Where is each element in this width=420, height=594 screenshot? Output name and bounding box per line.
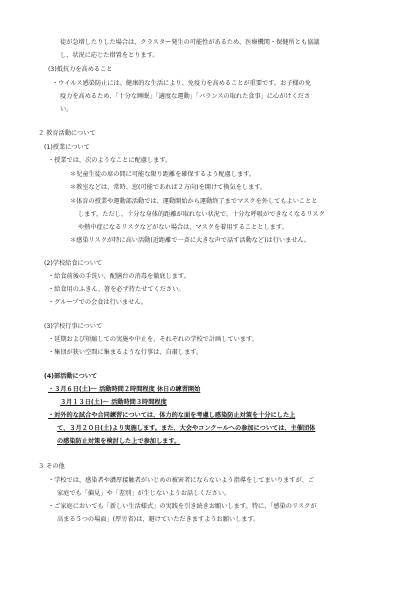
events-line-2: ・集団が狭い空間に集まるような行事は、自粛します。: [48, 349, 203, 356]
club-line-1: ・３月６日(土)～ 活動時間２時間程度 休日の練習開始: [48, 386, 201, 393]
section1-continued-line-2: し、状況に応じた措置をとります。: [60, 52, 159, 59]
classes-item-pe-line-1: ＊体育の授業や運動部活動では、運動開始から運動終了までマスクを外してもよいことと: [70, 198, 318, 205]
club-line-2: ３月１３日(土)～ 活動時間３時間程度: [60, 399, 167, 406]
classes-intro: ・授業では、次のようなことに配慮します。: [48, 157, 172, 164]
classes-item-seating: ＊児童生徒の席の間に可能な限り距離を確保するよう配慮します。: [70, 171, 256, 178]
club-line-5: の感染防止対策を検討した上で参加します。: [57, 438, 181, 445]
classes-item-high-risk: ＊感染リスクが特に高い活動(近距離で一斉に大きな声で話す活動など)は行いません。: [70, 237, 311, 244]
classes-item-pe-line-3: や熱中症になるリスクなどがない場合は、マスクを着用することとします。: [78, 224, 288, 231]
section2-heading: ２ 教育活動について: [38, 130, 96, 137]
other-line-4: 高まる５つの場面」(厚労省)は、避けていただきますようお願いします。: [57, 516, 260, 523]
club-line-3: ・対外的な試合や合同練習については、体力的な面を考慮し感染防止対策を十分にした上: [48, 412, 296, 419]
other-line-2: 家庭でも「偏見」や「差別」が生じないようお話しください。: [57, 490, 231, 497]
other-line-3: ・ご家庭においても「新しい生活様式」の実践を引き続きお願いします。特に、「感染のリスクが: [48, 503, 317, 510]
resistance-line-1: ・ウイルス感染防止には、健康的な生活により、免疫力を高めることが重要です。お子様の免: [52, 80, 312, 87]
resistance-line-2: 疫力を高めるため、「十分な睡眠」「適度な運動」「バランスの取れた食事」に心がけくださ: [60, 93, 311, 100]
lunch-line-3: ・グループでの会食は行いません。: [48, 299, 148, 306]
lunch-line-1: ・給食前後の手洗い、配膳台の消毒を徹底します。: [48, 273, 190, 280]
lunch-line-2: ・給食用のふきん、箸を必ず持たせてください。: [48, 286, 185, 293]
classes-item-pe-line-2: します。ただし、十分な身体的距離が取れない状況で、十分な呼吸ができなくなるリスク: [78, 211, 325, 218]
other-line-1: ・学校では、感染者や濃厚接触者がいじめの被害者にならないよう指導をしてまいりますが、ご: [48, 477, 315, 484]
lunch-heading: (2)学校給食について: [44, 260, 103, 267]
club-heading: (4)部活動について: [44, 373, 98, 380]
section1-continued-line-1: 徒が急増したりした場合は、クラスター発生の可能性があるため、医療機関・保健所とも協議: [60, 39, 320, 46]
classes-item-ventilation: ＊教室などは、常時、窓(可能であれば２方向)を開けて換気をします。: [70, 184, 267, 191]
events-line-1: ・延期および短縮しての実施や中止を、それぞれの学校で計画しています。: [48, 336, 258, 343]
heading-resistance: (3)抵抗力を高めること: [48, 66, 113, 73]
resistance-line-3: い。: [60, 106, 73, 113]
events-heading: (3)学校行事について: [44, 323, 103, 330]
section3-heading: ３ その他: [38, 463, 65, 470]
classes-heading: (1)授業について: [44, 144, 90, 151]
club-line-4: て、３月２０日(土)より実施します。また、大会やコンクールへの参加については、主催団体: [57, 425, 316, 432]
